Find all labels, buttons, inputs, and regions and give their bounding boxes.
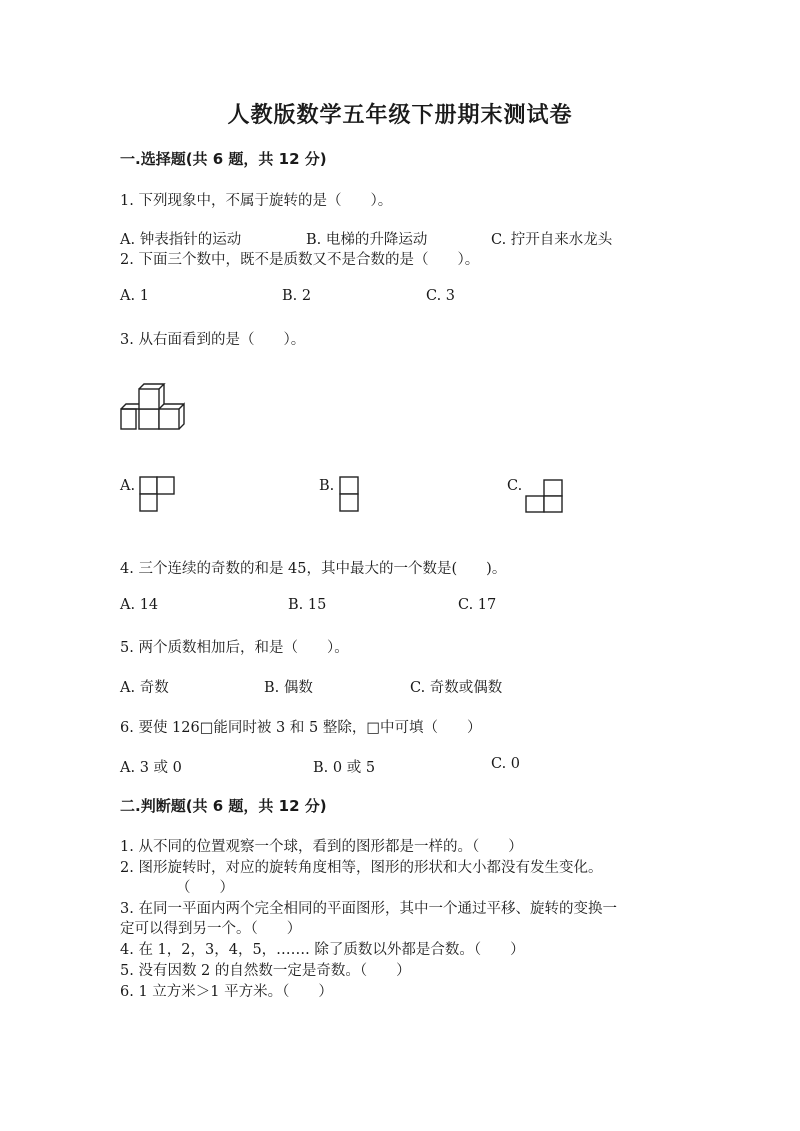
q1-option-b[interactable]: B. 电梯的升降运动 [306, 232, 428, 248]
q3-option-a[interactable]: A. [120, 478, 136, 494]
judgement-3-cont: 定可以得到另一个。（ ） [120, 921, 302, 937]
question-3: 3. 从右面看到的是（ ）。 [120, 332, 306, 348]
question-2: 2. 下面三个数中，既不是质数又不是合数的是（ ）。 [120, 252, 480, 268]
judgement-5: 5. 没有因数 2 的自然数一定是奇数。（ ） [120, 963, 411, 979]
q6-option-a[interactable]: A. 3 或 0 [120, 760, 182, 776]
judgement-2-blank[interactable]: （ ） [176, 880, 234, 896]
question-1: 1. 下列现象中，不属于旋转的是（ ）。 [120, 193, 393, 209]
judgement-2: 2. 图形旋转时，对应的旋转角度相等，图形的形状和大小都没有发生变化。 [120, 860, 603, 876]
section-heading-choice: 一.选择题(共 6 题，共 12 分) [120, 150, 327, 168]
q1-option-c[interactable]: C. 拧开自来水龙头 [491, 232, 613, 248]
question-6: 6. 要使 126□能同时被 3 和 5 整除，□中可填（ ） [120, 720, 482, 736]
section-heading-judgement: 二.判断题(共 6 题，共 12 分) [120, 797, 327, 815]
page-title: 人教版数学五年级下册期末测试卷 [227, 103, 573, 128]
q3-option-a-figure [138, 475, 178, 515]
q3-option-b-figure [338, 475, 362, 515]
q3-option-b[interactable]: B. [319, 478, 335, 494]
judgement-6: 6. 1 立方米＞1 平方米。（ ） [120, 984, 333, 1000]
q4-option-b[interactable]: B. 15 [288, 597, 327, 613]
judgement-1: 1. 从不同的位置观察一个球，看到的图形都是一样的。（ ） [120, 839, 523, 855]
question-4: 4. 三个连续的奇数的和是 45，其中最大的一个数是( )。 [120, 561, 507, 577]
q3-option-c[interactable]: C. [507, 478, 523, 494]
q5-option-b[interactable]: B. 偶数 [264, 680, 313, 696]
q6-option-c[interactable]: C. 0 [491, 756, 521, 772]
q2-option-c[interactable]: C. 3 [426, 288, 456, 304]
q4-option-c[interactable]: C. 17 [458, 597, 497, 613]
q5-option-c[interactable]: C. 奇数或偶数 [410, 680, 503, 696]
q1-option-a[interactable]: A. 钟表指针的运动 [120, 232, 242, 248]
q3-option-c-figure [523, 478, 567, 516]
judgement-4: 4. 在 1，2，3，4，5，……. 除了质数以外都是合数。（ ） [120, 942, 525, 958]
question-5: 5. 两个质数相加后，和是（ ）。 [120, 640, 349, 656]
q6-option-b[interactable]: B. 0 或 5 [313, 760, 376, 776]
q4-option-a[interactable]: A. 14 [120, 597, 159, 613]
q5-option-a[interactable]: A. 奇数 [120, 680, 169, 696]
q2-option-b[interactable]: B. 2 [282, 288, 312, 304]
judgement-3: 3. 在同一平面内两个完全相同的平面图形，其中一个通过平移、旋转的变换一 [120, 901, 617, 917]
cube-stack-figure [120, 383, 190, 433]
q2-option-a[interactable]: A. 1 [120, 288, 149, 304]
